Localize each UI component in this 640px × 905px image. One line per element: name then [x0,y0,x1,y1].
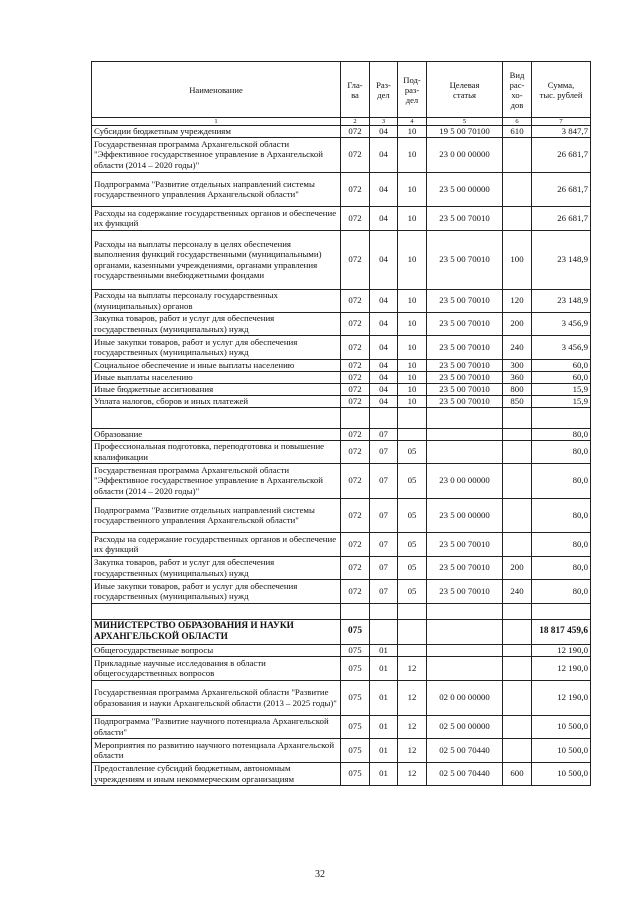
table-row [92,498,591,532]
row-name: Подпрограмма "Развитие отдельных направлений системы государственного управления Архангельской области" [92,172,341,206]
row-name: Закупка товаров, работ и услуг для обеспечения государственных (муниципальных) нужд [92,312,341,335]
row-podrazdel: 05 [398,532,427,556]
row-podrazdel: 10 [398,137,427,172]
row-sum: 60,0 [532,359,591,371]
row-razdel: 01 [370,644,398,656]
row-podrazdel: 05 [398,498,427,532]
row-razdel: 04 [370,137,398,172]
row-glava: 072 [341,556,370,579]
row-razdel: 04 [370,371,398,383]
row-glava: 075 [341,738,370,762]
row-razdel: 04 [370,383,398,395]
row-target: 23 5 00 70010 [427,289,503,312]
row-podrazdel: 10 [398,126,427,138]
row-name: Расходы на выплаты персоналу государственных (муниципальных) органов [92,289,341,312]
column-index: 4 [398,118,427,126]
row-target [427,428,503,440]
row-glava [341,407,370,428]
row-name [92,407,341,428]
row-vid [503,680,532,715]
row-name: Уплата налогов, сборов и иных платежей [92,395,341,407]
row-target [427,603,503,619]
row-target [427,619,503,644]
row-razdel: 07 [370,428,398,440]
row-target: 23 5 00 70010 [427,556,503,579]
row-glava: 072 [341,289,370,312]
row-glava: 072 [341,172,370,206]
table-row [92,126,591,138]
row-podrazdel: 12 [398,762,427,785]
table-row [92,532,591,556]
table-row [92,644,591,656]
row-sum: 26 681,7 [532,206,591,230]
row-vid [503,644,532,656]
row-target: 02 5 00 00000 [427,715,503,738]
budget-table [91,61,591,786]
table-row [92,738,591,762]
table-row [92,762,591,785]
row-podrazdel: 12 [398,738,427,762]
column-index: 1 [92,118,341,126]
row-target: 23 5 00 70010 [427,383,503,395]
column-index: 6 [503,118,532,126]
row-sum: 15,9 [532,383,591,395]
header-target: Целевая статья [427,62,503,118]
row-vid [503,619,532,644]
row-target: 23 0 00 00000 [427,137,503,172]
row-vid: 360 [503,371,532,383]
row-vid: 850 [503,395,532,407]
table-row [92,371,591,383]
row-vid: 300 [503,359,532,371]
row-name: Закупка товаров, работ и услуг для обеспечения государственных (муниципальных) нужд [92,556,341,579]
row-vid [503,532,532,556]
table-row [92,289,591,312]
row-sum: 23 148,9 [532,230,591,289]
row-glava: 072 [341,359,370,371]
row-razdel: 01 [370,656,398,680]
row-name: Расходы на содержание государственных органов и обеспечение их функций [92,532,341,556]
row-target [427,440,503,463]
row-name: Профессиональная подготовка, переподготовка и повышение квалификации [92,440,341,463]
empty-row [92,603,591,619]
row-target: 23 5 00 00000 [427,172,503,206]
row-razdel: 07 [370,579,398,603]
row-vid: 610 [503,126,532,138]
row-name: Государственная программа Архангельской области "Развитие образования и науки Архангельской области (2013 – 2025 годы)" [92,680,341,715]
row-sum: 80,0 [532,498,591,532]
row-glava [341,603,370,619]
row-sum: 15,9 [532,395,591,407]
row-glava: 072 [341,137,370,172]
table-row [92,619,591,644]
row-glava: 072 [341,463,370,498]
row-vid: 120 [503,289,532,312]
row-glava: 072 [341,383,370,395]
row-name: Подпрограмма "Развитие научного потенциала Архангельской области" [92,715,341,738]
row-target: 19 5 00 70100 [427,126,503,138]
row-name: Предоставление субсидий бюджетным, автономным учреждениям и иным некоммерческим организациям [92,762,341,785]
row-sum [532,603,591,619]
row-target [427,656,503,680]
row-razdel: 07 [370,556,398,579]
row-glava: 075 [341,656,370,680]
row-glava: 072 [341,498,370,532]
table-row [92,312,591,335]
row-target: 23 5 00 70010 [427,206,503,230]
row-razdel: 04 [370,395,398,407]
row-vid [503,738,532,762]
row-target: 23 5 00 70010 [427,579,503,603]
row-podrazdel: 12 [398,715,427,738]
row-podrazdel: 10 [398,172,427,206]
table-row [92,137,591,172]
row-sum: 3 456,9 [532,312,591,335]
row-target: 23 0 00 00000 [427,463,503,498]
row-razdel [370,619,398,644]
row-razdel: 04 [370,359,398,371]
header-razdel: Раз- дел [370,62,398,118]
table-row [92,440,591,463]
row-vid [503,137,532,172]
row-name: Мероприятия по развитию научного потенциала Архангельской области [92,738,341,762]
row-razdel: 04 [370,335,398,359]
row-podrazdel: 10 [398,206,427,230]
row-razdel: 01 [370,680,398,715]
row-sum: 3 456,9 [532,335,591,359]
row-glava: 072 [341,532,370,556]
row-razdel: 04 [370,126,398,138]
row-target: 23 5 00 70010 [427,335,503,359]
row-razdel: 04 [370,289,398,312]
row-name: МИНИСТЕРСТВО ОБРАЗОВАНИЯ И НАУКИ АРХАНГЕЛЬСКОЙ ОБЛАСТИ [92,619,341,644]
row-sum: 10 500,0 [532,715,591,738]
table-body [92,126,591,786]
header-sum: Сумма, тыс. рублей [532,62,591,118]
table-row [92,556,591,579]
row-podrazdel [398,407,427,428]
row-sum: 3 847,7 [532,126,591,138]
row-vid [503,206,532,230]
row-sum: 80,0 [532,556,591,579]
row-podrazdel: 10 [398,395,427,407]
table-row [92,335,591,359]
row-target: 23 5 00 00000 [427,498,503,532]
row-podrazdel: 12 [398,656,427,680]
row-vid: 800 [503,383,532,395]
row-podrazdel: 05 [398,556,427,579]
row-sum: 10 500,0 [532,762,591,785]
row-target: 23 5 00 70010 [427,395,503,407]
row-podrazdel: 10 [398,230,427,289]
row-target: 23 5 00 70010 [427,359,503,371]
column-index: 3 [370,118,398,126]
row-razdel: 01 [370,762,398,785]
row-glava: 075 [341,680,370,715]
header-glava: Гла- ва [341,62,370,118]
row-sum: 80,0 [532,440,591,463]
row-sum: 26 681,7 [532,172,591,206]
row-razdel: 04 [370,172,398,206]
row-target [427,407,503,428]
row-name: Расходы на выплаты персоналу в целях обеспечения выполнения функций государственными (муниципальными) органами, казенными учреждениями, органами управления государственными внебюджетными фондами [92,230,341,289]
row-name: Субсидии бюджетным учреждениям [92,126,341,138]
row-razdel: 07 [370,532,398,556]
header-name: Наименование [92,62,341,118]
table-row [92,383,591,395]
row-vid: 240 [503,579,532,603]
row-vid [503,656,532,680]
row-razdel [370,407,398,428]
row-podrazdel: 05 [398,440,427,463]
row-name: Социальное обеспечение и иные выплаты населению [92,359,341,371]
row-sum [532,407,591,428]
row-target: 02 5 00 70440 [427,738,503,762]
row-razdel: 04 [370,312,398,335]
row-vid [503,715,532,738]
row-glava: 072 [341,126,370,138]
row-name: Иные закупки товаров, работ и услуг для обеспечения государственных (муниципальных) нужд [92,579,341,603]
page-number: 32 [315,869,325,880]
row-name: Общегосударственные вопросы [92,644,341,656]
table-row [92,656,591,680]
row-razdel: 07 [370,463,398,498]
row-podrazdel: 10 [398,335,427,359]
row-podrazdel: 10 [398,359,427,371]
row-razdel: 04 [370,230,398,289]
row-podrazdel: 05 [398,463,427,498]
row-name: Прикладные научные исследования в области общегосударственных вопросов [92,656,341,680]
row-podrazdel: 10 [398,289,427,312]
table-row [92,395,591,407]
row-name: Иные закупки товаров, работ и услуг для обеспечения государственных (муниципальных) нужд [92,335,341,359]
row-target: 23 5 00 70010 [427,230,503,289]
row-sum: 12 190,0 [532,656,591,680]
table-row [92,680,591,715]
row-razdel [370,603,398,619]
header-vid: Вид рас- хо- дов [503,62,532,118]
row-sum: 10 500,0 [532,738,591,762]
row-razdel: 07 [370,498,398,532]
row-target: 02 5 00 70440 [427,762,503,785]
row-glava: 072 [341,395,370,407]
row-name [92,603,341,619]
row-glava: 072 [341,312,370,335]
row-glava: 072 [341,440,370,463]
table-row [92,230,591,289]
row-sum: 12 190,0 [532,680,591,715]
row-name: Государственная программа Архангельской области "Эффективное государственное управление в Архангельской области (2014 – 2020 годы)" [92,137,341,172]
column-index: 7 [532,118,591,126]
row-target: 02 0 00 00000 [427,680,503,715]
row-sum: 80,0 [532,428,591,440]
row-sum: 18 817 459,6 [532,619,591,644]
row-sum: 80,0 [532,532,591,556]
row-podrazdel [398,619,427,644]
empty-row [92,407,591,428]
row-vid: 240 [503,335,532,359]
header-podrazdel: Под- раз- дел [398,62,427,118]
row-razdel: 04 [370,206,398,230]
column-index: 5 [427,118,503,126]
row-podrazdel: 10 [398,312,427,335]
row-podrazdel [398,428,427,440]
row-target: 23 5 00 70010 [427,312,503,335]
row-podrazdel: 05 [398,579,427,603]
row-podrazdel: 12 [398,680,427,715]
column-index-row [92,118,591,126]
row-sum: 80,0 [532,579,591,603]
row-vid [503,463,532,498]
row-glava: 072 [341,230,370,289]
row-sum: 26 681,7 [532,137,591,172]
row-sum: 80,0 [532,463,591,498]
row-name: Иные выплаты населению [92,371,341,383]
row-vid: 200 [503,312,532,335]
row-vid [503,498,532,532]
row-name: Расходы на содержание государственных органов и обеспечение их функций [92,206,341,230]
row-target [427,644,503,656]
table-row [92,463,591,498]
row-razdel: 07 [370,440,398,463]
row-razdel: 01 [370,738,398,762]
row-glava: 072 [341,579,370,603]
table-row [92,172,591,206]
row-podrazdel: 10 [398,383,427,395]
table-row [92,206,591,230]
row-razdel: 01 [370,715,398,738]
table-row [92,428,591,440]
table-row [92,715,591,738]
row-name: Подпрограмма "Развитие отдельных направлений системы государственного управления Архангельской области" [92,498,341,532]
row-target: 23 5 00 70010 [427,532,503,556]
row-sum: 60,0 [532,371,591,383]
row-glava: 072 [341,206,370,230]
row-podrazdel: 10 [398,371,427,383]
row-vid [503,407,532,428]
row-vid: 100 [503,230,532,289]
row-glava: 072 [341,371,370,383]
row-name: Образование [92,428,341,440]
row-podrazdel [398,603,427,619]
table-row [92,579,591,603]
row-vid [503,428,532,440]
table-row [92,359,591,371]
row-glava: 075 [341,762,370,785]
row-sum: 12 190,0 [532,644,591,656]
row-target: 23 5 00 70010 [427,371,503,383]
row-glava: 072 [341,335,370,359]
row-glava: 075 [341,715,370,738]
row-vid: 600 [503,762,532,785]
row-glava: 072 [341,428,370,440]
row-name: Иные бюджетные ассигнования [92,383,341,395]
row-vid [503,440,532,463]
row-glava: 075 [341,644,370,656]
row-podrazdel [398,644,427,656]
row-vid [503,172,532,206]
row-vid: 200 [503,556,532,579]
row-glava: 075 [341,619,370,644]
row-name: Государственная программа Архангельской области "Эффективное государственное управление в Архангельской области (2014 – 2020 годы)" [92,463,341,498]
row-sum: 23 148,9 [532,289,591,312]
row-vid [503,603,532,619]
column-index: 2 [341,118,370,126]
